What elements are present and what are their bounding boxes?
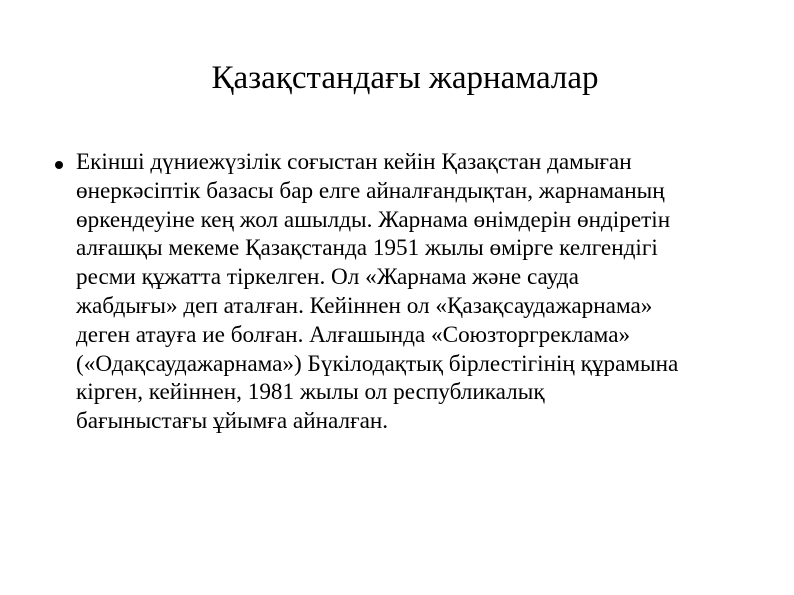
bullet-dot-icon	[55, 161, 63, 169]
bullet-list	[54, 148, 766, 436]
bullet-line: өркендеуіне кең жол ашылды. Жарнама өнімдерін өндіретін	[76, 206, 671, 233]
bullet-line: алғашқы мекеме Қазақстанда 1951 жылы өмірге келгендігі	[76, 235, 658, 262]
bullet-item	[54, 148, 766, 436]
bullet-paragraph	[76, 148, 766, 436]
bullet-line: кірген, кейіннен, 1981 жылы ол республикалық	[76, 379, 545, 406]
bullet-line: ресми құжатта тіркелген. Ол «Жарнама және сауда	[76, 264, 579, 291]
bullet-line: («Одақсаудажарнама») Бүкілодақтық бірлестігінің құрамына	[76, 350, 679, 377]
bullet-line: Екінші дүниежүзілік соғыстан кейін Қазақстан дамыған	[76, 149, 632, 175]
bullet-line: бағыныстағы ұйымға айналған.	[76, 408, 389, 435]
bullet-line: өнеркәсіптік базасы бар елге айналғандықтан, жарнаманың	[76, 177, 665, 204]
bullet-line: жабдығы» деп аталған. Кейіннен ол «Қазақсаудажарнама»	[76, 292, 653, 319]
slide-title-text: Қазақстандағы жарнамалар	[211, 60, 599, 96]
slide-title	[0, 54, 794, 102]
bullet-line: деген атауға ие болған. Алғашында «Союзторгреклама»	[76, 321, 631, 348]
